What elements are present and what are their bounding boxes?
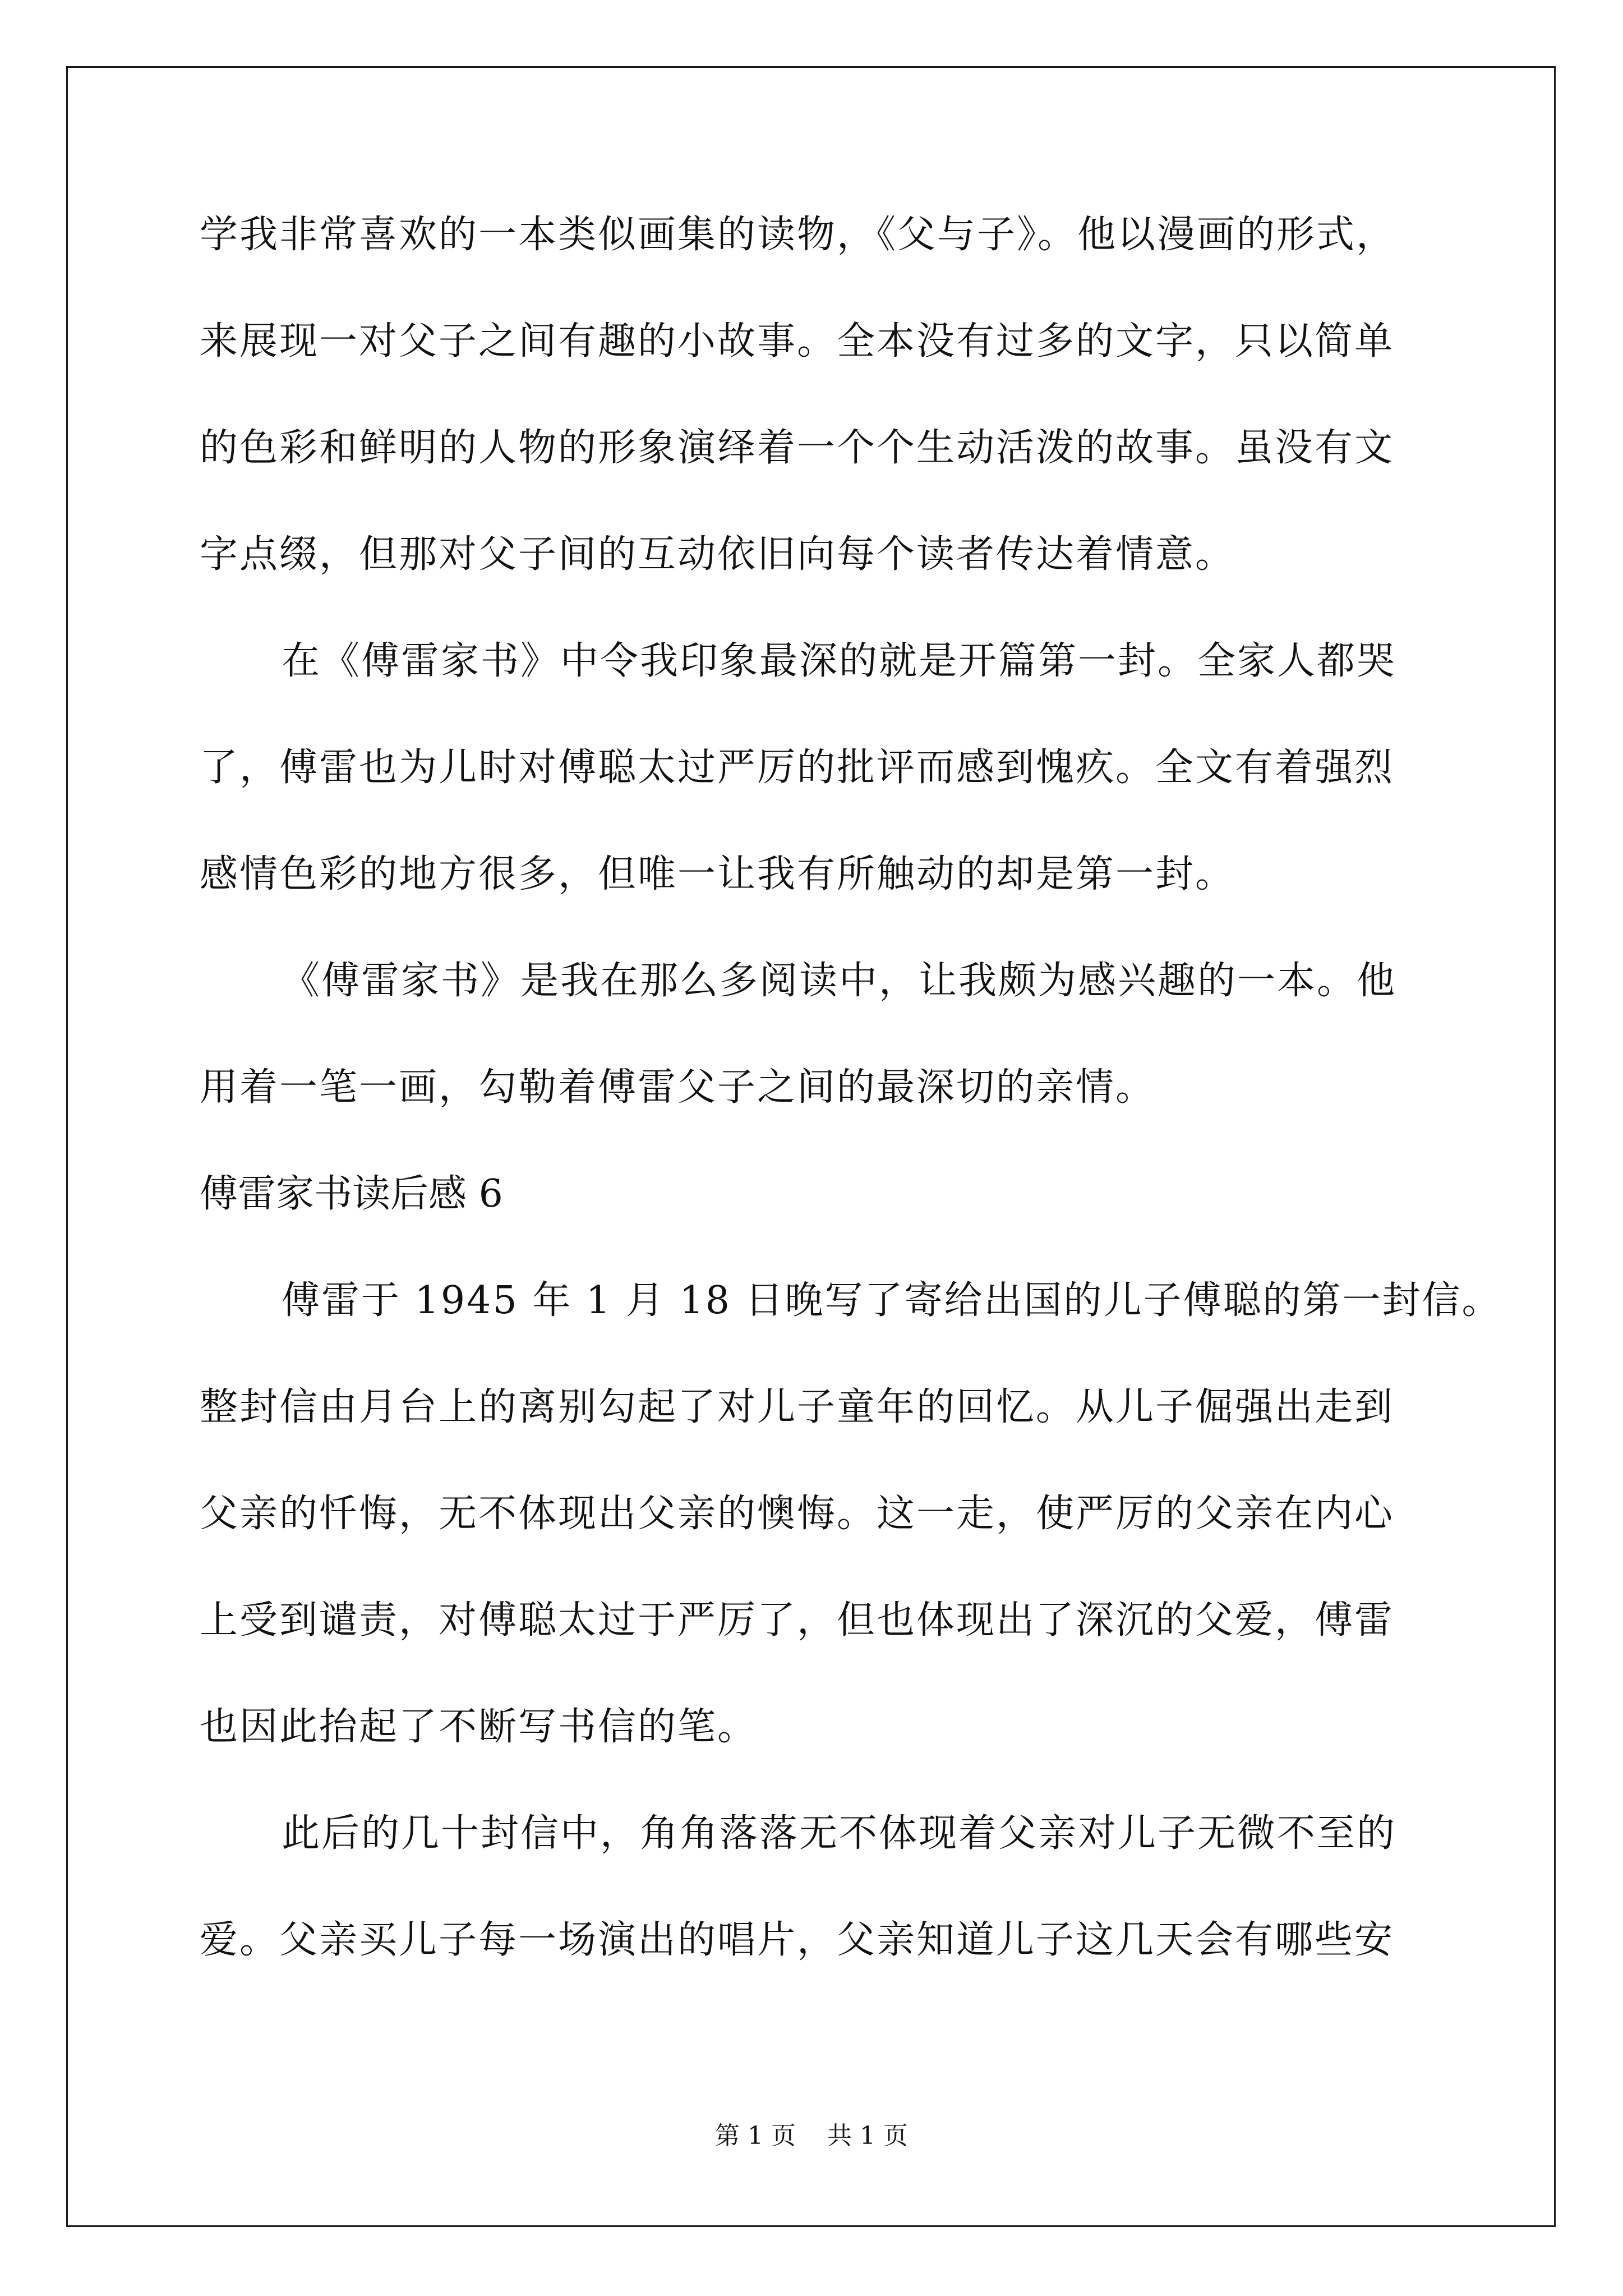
section-heading: 傅雷家书读后感 6 bbox=[200, 1172, 503, 1216]
document-body bbox=[200, 213, 1502, 2028]
text-line: 来展现一对父子之间有趣的小故事。全本没有过多的文字，只以简单 bbox=[200, 319, 1395, 364]
text-line: 字点缀，但那对父子间的互动依旧向每个读者传达着情意。 bbox=[200, 532, 1235, 577]
paragraph-start-line: 在《傅雷家书》中令我印象最深的就是开篇第一封。全家人都哭 bbox=[282, 639, 1397, 683]
paragraph-start-line: 《傅雷家书》是我在那么多阅读中，让我颇为感兴趣的一本。他 bbox=[282, 959, 1397, 1003]
text-line: 整封信由月台上的离别勾起了对儿子童年的回忆。从儿子倔强出走到 bbox=[200, 1385, 1395, 1429]
text-line: 的色彩和鲜明的人物的形象演绎着一个个生动活泼的故事。虽没有文 bbox=[200, 426, 1395, 470]
text-line: 用着一笔一画，勾勒着傅雷父子之间的最深切的亲情。 bbox=[200, 1065, 1156, 1110]
text-line: 爱。父亲买儿子每一场演出的唱片，父亲知道儿子这几天会有哪些安 bbox=[200, 1918, 1395, 1962]
text-line: 学我非常喜欢的一本类似画集的读物，《父与子》。他以漫画的形式， bbox=[200, 213, 1396, 257]
text-line: 了，傅雷也为儿时对傅聪太过严厉的批评而感到愧疚。全文有着强烈 bbox=[200, 746, 1395, 790]
text-line: 也因此抬起了不断写书信的笔。 bbox=[200, 1705, 758, 1749]
paragraph-start-line: 傅雷于 1945 年 1 月 18 日晚写了寄给出国的儿子傅聪的第一封信。 bbox=[282, 1278, 1502, 1323]
text-line: 上受到谴责，对傅聪太过于严厉了，但也体现出了深沉的父爱，傅雷 bbox=[200, 1598, 1395, 1642]
page-footer: 第 1 页 共 1 页 bbox=[715, 2122, 908, 2150]
text-line: 感情色彩的地方很多，但唯一让我有所触动的却是第一封。 bbox=[200, 852, 1235, 896]
paragraph-start-line: 此后的几十封信中，角角落落无不体现着父亲对儿子无微不至的 bbox=[282, 1811, 1397, 1856]
text-line: 父亲的忏悔，无不体现出父亲的懊悔。这一走，使严厉的父亲在内心 bbox=[200, 1492, 1395, 1536]
